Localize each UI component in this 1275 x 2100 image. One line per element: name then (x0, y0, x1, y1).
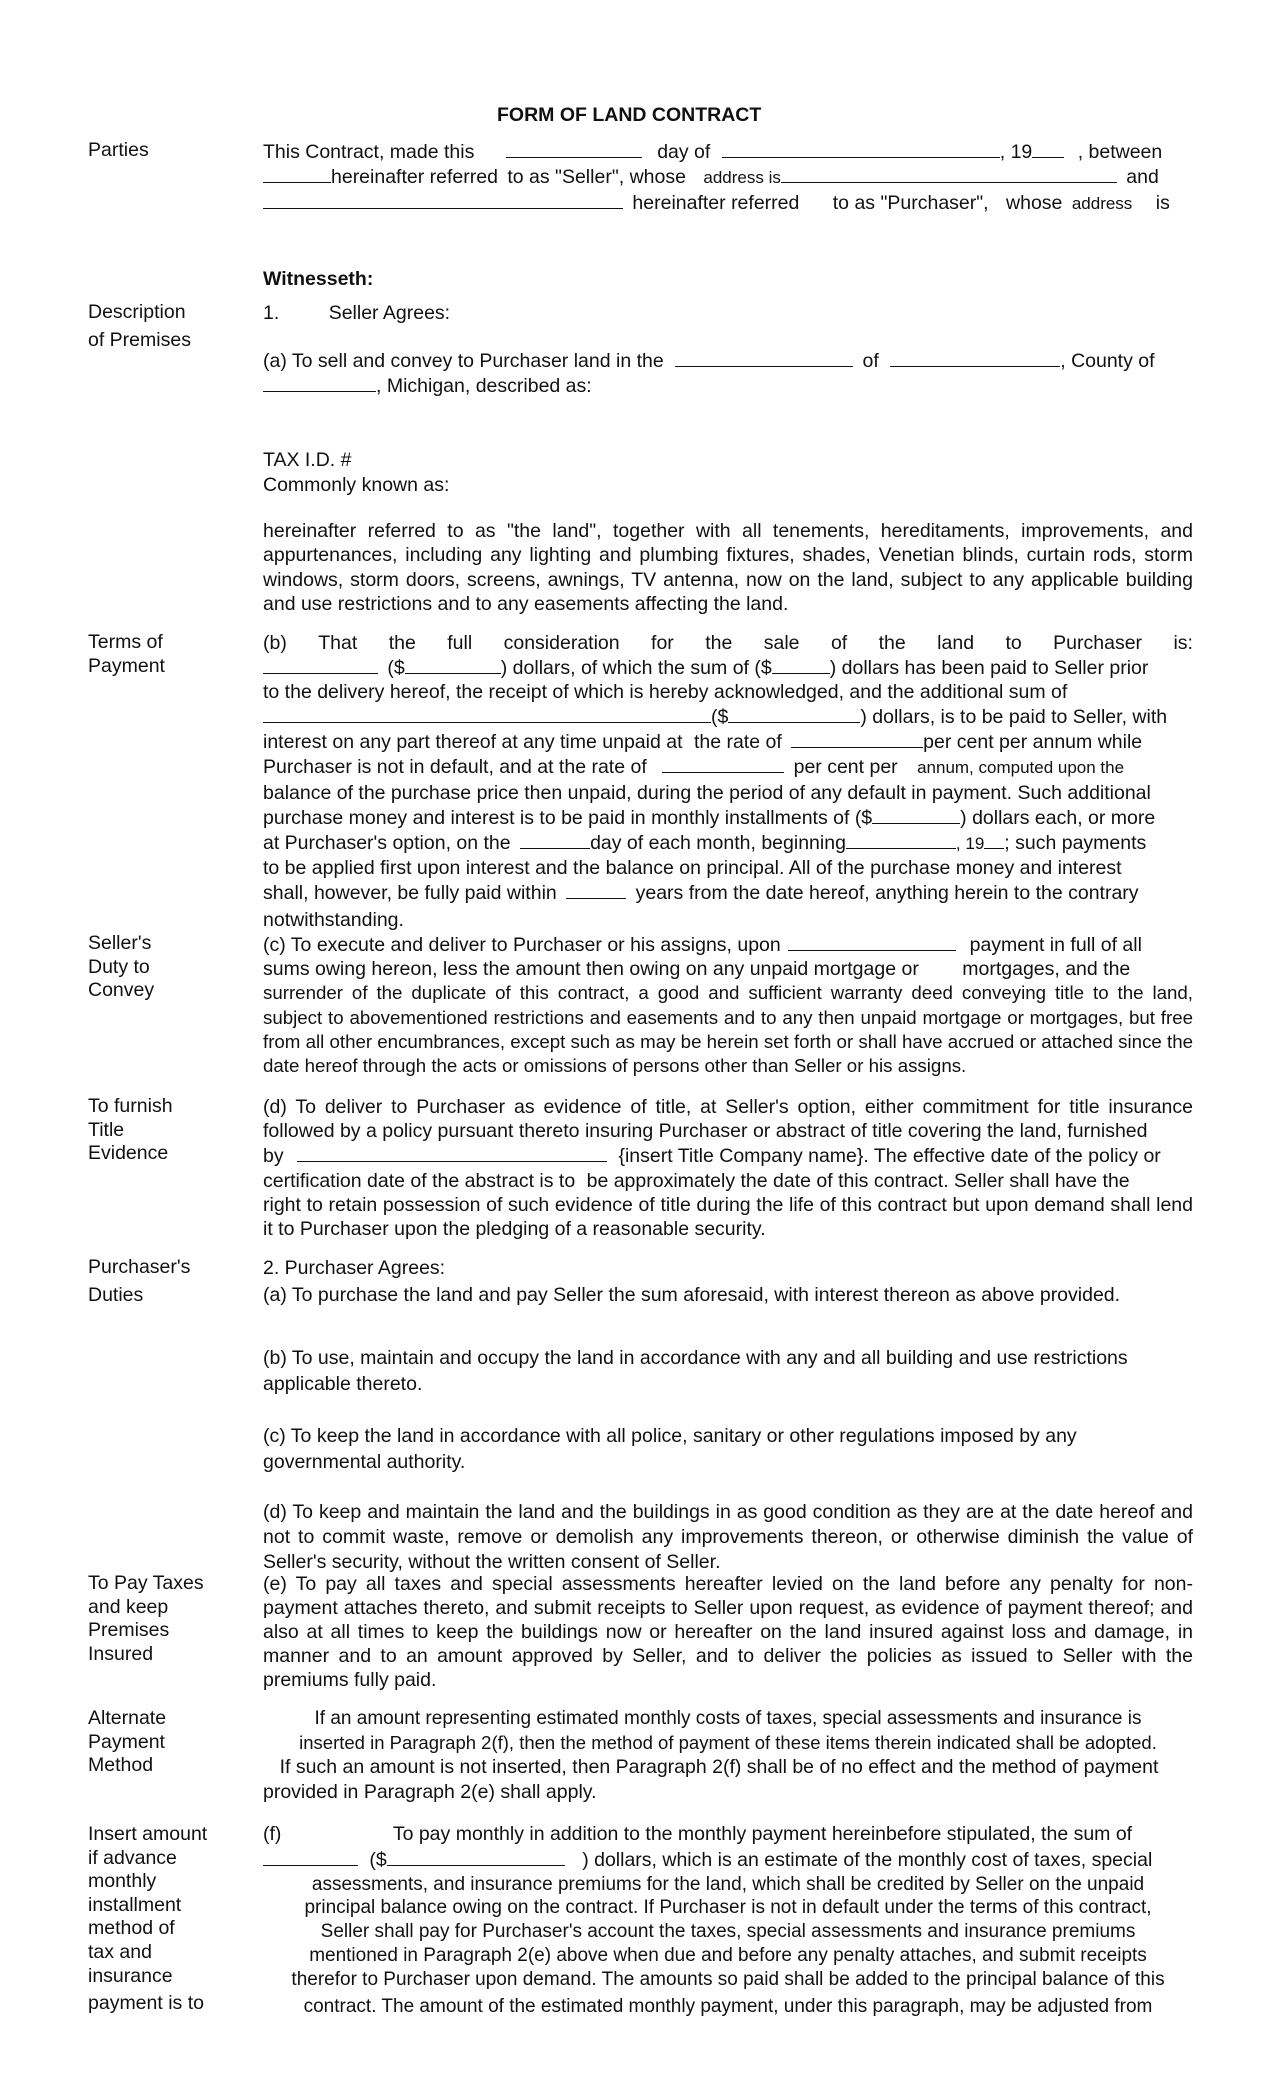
text: purchase money and interest is to be paid in monthly installments of ($ (263, 806, 873, 829)
word: the (388, 632, 416, 654)
alt-line-3: If such an amount is not inserted, then Paragraph 2(f) shall be of no effect and the method of payment (279, 1756, 1159, 1779)
para-b-line-11 (263, 880, 1193, 905)
text: ; such payments (1004, 831, 1147, 854)
para-d-line-4 (263, 1169, 1193, 1193)
label-alternate-payment (88, 1707, 166, 1778)
word: to (1005, 632, 1022, 654)
seller-address-field[interactable] (781, 164, 1117, 183)
municipality-field[interactable] (890, 348, 1060, 367)
seller-name-field[interactable] (263, 164, 331, 183)
para-b-line-2 (263, 655, 1193, 680)
para-b-line-3 (263, 680, 1193, 704)
para-b-line-12 (263, 908, 1193, 932)
para-2f-line-7: therefor to Purchaser upon demand. The amounts so paid shall be added to the principal balance of this (291, 1968, 1165, 1990)
text: ) dollars has been paid to Seller prior (829, 657, 1149, 680)
label-line: Method (88, 1754, 154, 1777)
label-line: Duty to (88, 955, 150, 978)
text: of (862, 350, 879, 372)
monthly-estimate-words-field[interactable] (263, 1847, 358, 1866)
text: To pay monthly in addition to the monthly payment hereinbefore stipulated, the sum of (392, 1823, 1133, 1845)
word: (b) (263, 632, 287, 654)
label-taxes-insured (88, 1572, 204, 1666)
label-line: Terms of (88, 631, 163, 653)
default-rate-field[interactable] (662, 754, 784, 773)
text: ($ (387, 657, 405, 680)
label-line: Purchaser's (88, 1256, 191, 1278)
text: per cent per (793, 756, 898, 779)
para-c (263, 932, 1193, 1078)
text: , Michigan, described as: (376, 375, 592, 397)
label-line: Title (88, 1118, 125, 1141)
para-2f-line-5: Seller shall pay for Purchaser's account the taxes, special assessments and insurance premiums (320, 1921, 1136, 1943)
text: ) dollars, of which the sum of ($ (500, 657, 772, 680)
para-2b: (b) To use, maintain and occupy the land in accordance with any and all building and use restrictions applicable thereto. (263, 1347, 1128, 1395)
para-2f-line-2 (263, 1847, 1193, 1873)
seller-agrees-heading (263, 301, 1193, 325)
text: address (1071, 194, 1133, 213)
label-line: installment (88, 1893, 182, 1916)
total-price-words-field[interactable] (263, 655, 378, 674)
text: sums owing hereon, less the amount then owing on any unpaid mortgage or (263, 958, 919, 981)
label-line: payment is to (88, 1992, 204, 2015)
parties-line-2 (263, 164, 1193, 190)
balance-amount-field[interactable] (728, 704, 860, 723)
text: mortgages, and the (962, 958, 1131, 981)
label-insert-amount (88, 1823, 207, 2016)
text: to as "Purchaser", (832, 192, 989, 214)
para-b-line-7 (263, 781, 1193, 805)
para-b-line-6 (263, 754, 1193, 780)
word: Purchaser (1053, 632, 1143, 654)
text: years from the date hereof, anything herein to the contrary (635, 881, 1139, 904)
word: land (937, 632, 975, 654)
parties-section (263, 139, 1193, 216)
text: {insert Title Company name}. The effective date of the policy or (618, 1145, 1161, 1168)
text: ) dollars, which is an estimate of the monthly cost of taxes, special (582, 1848, 1153, 1871)
witnesseth-heading: Witnesseth: (263, 268, 374, 290)
para-b-line-10 (263, 856, 1193, 880)
text: payment in full of all (969, 934, 1142, 956)
text: address is (703, 168, 781, 187)
label-line: Payment (88, 1730, 165, 1753)
para-2c: (c) To keep the land in accordance with all police, sanitary or other regulations imposed by any governmental authority. (263, 1425, 1077, 1473)
label-sellers-duty (88, 932, 154, 1003)
commonly-known-label: Commonly known as: (263, 474, 450, 496)
word: the (878, 632, 906, 654)
beginning-year-field[interactable] (984, 830, 1004, 849)
text: Purchaser is not in default, and at the rate of (263, 756, 647, 779)
label-line: insurance (88, 1964, 173, 1987)
para-2d: (d) To keep and maintain the land and the buildings in as good condition as they are at the date hereof and not to commit waste, remove or demolish any improvements thereon, or otherwise diminish the value of Seller's security, without the written consent of Seller. (263, 1501, 1193, 1573)
text: hereinafter referred (331, 166, 498, 188)
text: to be applied first upon interest and the balance on principal. All of the purchase money and interest (263, 856, 1122, 879)
para-d (263, 1095, 1193, 1241)
text: Seller Agrees: (328, 302, 451, 324)
para-b-line-9 (263, 830, 1193, 856)
alternate-payment-paragraph (263, 1707, 1193, 1804)
payment-day-field[interactable] (520, 830, 590, 849)
text: by (263, 1145, 284, 1168)
purchaser-name-field[interactable] (263, 190, 623, 209)
text: , between (1077, 141, 1163, 163)
word: consideration (503, 632, 620, 654)
text: and (1126, 166, 1159, 188)
tax-id-label: TAX I.D. # (263, 449, 352, 471)
text: (c) To execute and deliver to Purchaser or his assigns, upon (263, 934, 781, 956)
label-line: Seller's (88, 932, 152, 954)
word: for (651, 632, 674, 654)
text: day of (657, 141, 711, 163)
text: the rate of (693, 731, 782, 754)
label-terms-of-payment (88, 631, 165, 678)
label-line: tax and (88, 1940, 152, 1963)
label-line: To Pay Taxes (88, 1572, 204, 1594)
text: day of each month, beginning (590, 831, 846, 854)
label-line: Insert amount (88, 1823, 208, 1845)
label-line: and keep (88, 1595, 169, 1618)
county-field[interactable] (263, 373, 376, 392)
para-d-line-3 (263, 1143, 1193, 1168)
label-purchasers-duties (88, 1256, 190, 1307)
word: is: (1173, 632, 1193, 654)
text: , 19 (955, 833, 985, 853)
text: ) dollars each, or more (960, 806, 1156, 829)
text: to the delivery hereof, the receipt of which is hereby acknowledged, and the additional sum of (263, 681, 1068, 704)
para-c-line-2 (263, 957, 1193, 981)
label-description (88, 301, 191, 352)
label-line: monthly (88, 1870, 157, 1893)
purchaser-agrees-heading: 2. Purchaser Agrees: (263, 1257, 446, 1279)
word: full (447, 632, 473, 654)
text: , 19 (999, 141, 1033, 163)
parties-line-1 (263, 139, 1193, 164)
text: This Contract, made this (263, 141, 475, 163)
text: to as "Seller", whose (507, 166, 686, 188)
text: interest on any part thereof at any time unpaid at (263, 731, 683, 754)
label-line: Premises (88, 1619, 170, 1642)
text: whose (1006, 192, 1063, 214)
para-c-remaining: surrender of the duplicate of this contract, a good and sufficient warranty deed conveying title to the land, subject to abovementioned restrictions and easements and to any then unpaid mortgage or mortgages, but free from all other encumbrances, except such as may be herein set forth or shall have accrued or attached since the date hereof through the acts or omissions of persons other than Seller or his assigns. (263, 982, 1193, 1077)
text: is (1155, 192, 1170, 214)
word: of (830, 632, 848, 654)
word: That (318, 632, 358, 654)
text: 1. (263, 302, 280, 324)
title-company-field[interactable] (297, 1143, 607, 1162)
alt-line-1: If an amount representing estimated monthly costs of taxes, special assessments and insurance is (314, 1708, 1142, 1729)
township-field[interactable] (675, 348, 853, 367)
text: , County of (1060, 350, 1155, 372)
para-d-remaining: right to retain possession of such evidence of title during the life of this contract but upon demand shall lend it to Purchaser upon the pledging of a reasonable security. (263, 1193, 1193, 1241)
para-b-line-1 (263, 631, 1193, 655)
label-line: Description (88, 301, 186, 323)
alt-line-4: provided in Paragraph 2(e) shall apply. (263, 1780, 597, 1803)
land-description-paragraph: hereinafter referred to as "the land", together with all tenements, hereditaments, improvements, and appurtenances, including any lighting and plumbing fixtures, shades, Venetian blinds, curtain rods, storm windows, storm doors, screens, awnings, TV antenna, now on the land, subject to any applicable building and use restrictions and to any easements affecting the land. (263, 520, 1193, 615)
para-2f-line-8: contract. The amount of the estimated monthly payment, under this paragraph, may be adjusted from (303, 1995, 1153, 2017)
para-b-line-5 (263, 729, 1193, 754)
para-a-line-2 (263, 373, 1193, 398)
label-title-evidence (88, 1095, 173, 1166)
label-line: method of (88, 1917, 175, 1940)
label-parties: Parties (88, 139, 149, 161)
para-2e: (e) To pay all taxes and special assessments hereafter levied on the land before any penalty for non-payment attaches thereto, and submit receipts to Seller upon request, as evidence of payment thereof; and also at all times to keep the buildings now or hereafter on the land insured against loss and damage, in manner and to an amount approved by Seller, and to deliver the policies as issued to Seller with the premiums fully paid. (263, 1573, 1193, 1692)
text: (f) (263, 1823, 282, 1845)
para-2f-line-1 (263, 1823, 1193, 1847)
text: certification date of the abstract is to (263, 1169, 576, 1192)
text: ) dollars, is to be paid to Seller, with (860, 706, 1168, 729)
label-line: of Premises (88, 328, 191, 351)
alt-line-2: inserted in Paragraph 2(f), then the method of payment of these items therein indicated shall be adopted. (299, 1732, 1157, 1754)
down-payment-field[interactable] (772, 655, 830, 674)
label-line: if advance (88, 1846, 177, 1869)
text: annum, computed upon the (917, 758, 1125, 778)
text: shall, however, be fully paid within (263, 881, 557, 904)
label-line: Insured (88, 1642, 154, 1665)
para-a-line-1 (263, 348, 1193, 373)
text: ($ (711, 706, 729, 729)
label-line: To furnish (88, 1095, 173, 1117)
page-title: FORM OF LAND CONTRACT (497, 104, 762, 126)
month-field[interactable] (722, 139, 1000, 158)
monthly-estimate-amount-field[interactable] (387, 1847, 565, 1866)
label-line: Convey (88, 979, 155, 1002)
para-a (263, 348, 1193, 398)
label-line: Payment (88, 654, 165, 677)
parties-line-3 (263, 190, 1193, 216)
installment-amount-field[interactable] (872, 805, 960, 824)
text: (a) To sell and convey to Purchaser land in the (263, 350, 664, 372)
para-2a: (a) To purchase the land and pay Seller the sum aforesaid, with interest thereon as above provided. (263, 1284, 1121, 1306)
para-b (263, 631, 1193, 932)
label-line: Evidence (88, 1142, 169, 1165)
text: hereinafter referred (632, 192, 800, 214)
label-line: Alternate (88, 1707, 167, 1729)
upon-field[interactable] (788, 932, 956, 951)
label-line: Duties (88, 1283, 144, 1306)
para-2f-line-6: mentioned in Paragraph 2(e) above when due and before any penalty attaches, and submit receipts (309, 1944, 1147, 1966)
para-d-lines-1-2: (d) To deliver to Purchaser as evidence of title, at Seller's option, either commitment for title insurance followed by a policy pursuant thereto insuring Purchaser or abstract of title covering the land, furnished (263, 1096, 1193, 1143)
text: at Purchaser's option, on the (263, 831, 511, 854)
total-price-amount-field[interactable] (405, 655, 501, 674)
text: balance of the purchase price then unpaid, during the period of any default in payment. Such additional (263, 781, 1151, 804)
year-field[interactable] (1032, 139, 1064, 158)
para-b-line-4 (263, 704, 1193, 729)
text: be approximately the date of this contract. Seller shall have the (586, 1169, 1130, 1192)
para-b-line-8 (263, 805, 1193, 830)
para-c-line-1 (263, 932, 1193, 957)
day-field[interactable] (506, 139, 642, 158)
text: ($ (369, 1848, 387, 1871)
word: sale (763, 632, 800, 654)
word: the (705, 632, 733, 654)
para-2f-line-3: assessments, and insurance premiums for the land, which shall be credited by Seller on the unpaid (311, 1873, 1145, 1895)
balance-words-field[interactable] (263, 704, 711, 723)
para-2f-line-4: principal balance owing on the contract. If Purchaser is not in default under the terms of this contract, (304, 1897, 1152, 1919)
text: notwithstanding. (263, 909, 404, 932)
interest-rate-field[interactable] (791, 729, 923, 748)
years-field[interactable] (566, 880, 626, 899)
text: per cent per annum while (923, 731, 1143, 754)
beginning-date-field[interactable] (846, 830, 956, 849)
para-2f (263, 1823, 1193, 2018)
